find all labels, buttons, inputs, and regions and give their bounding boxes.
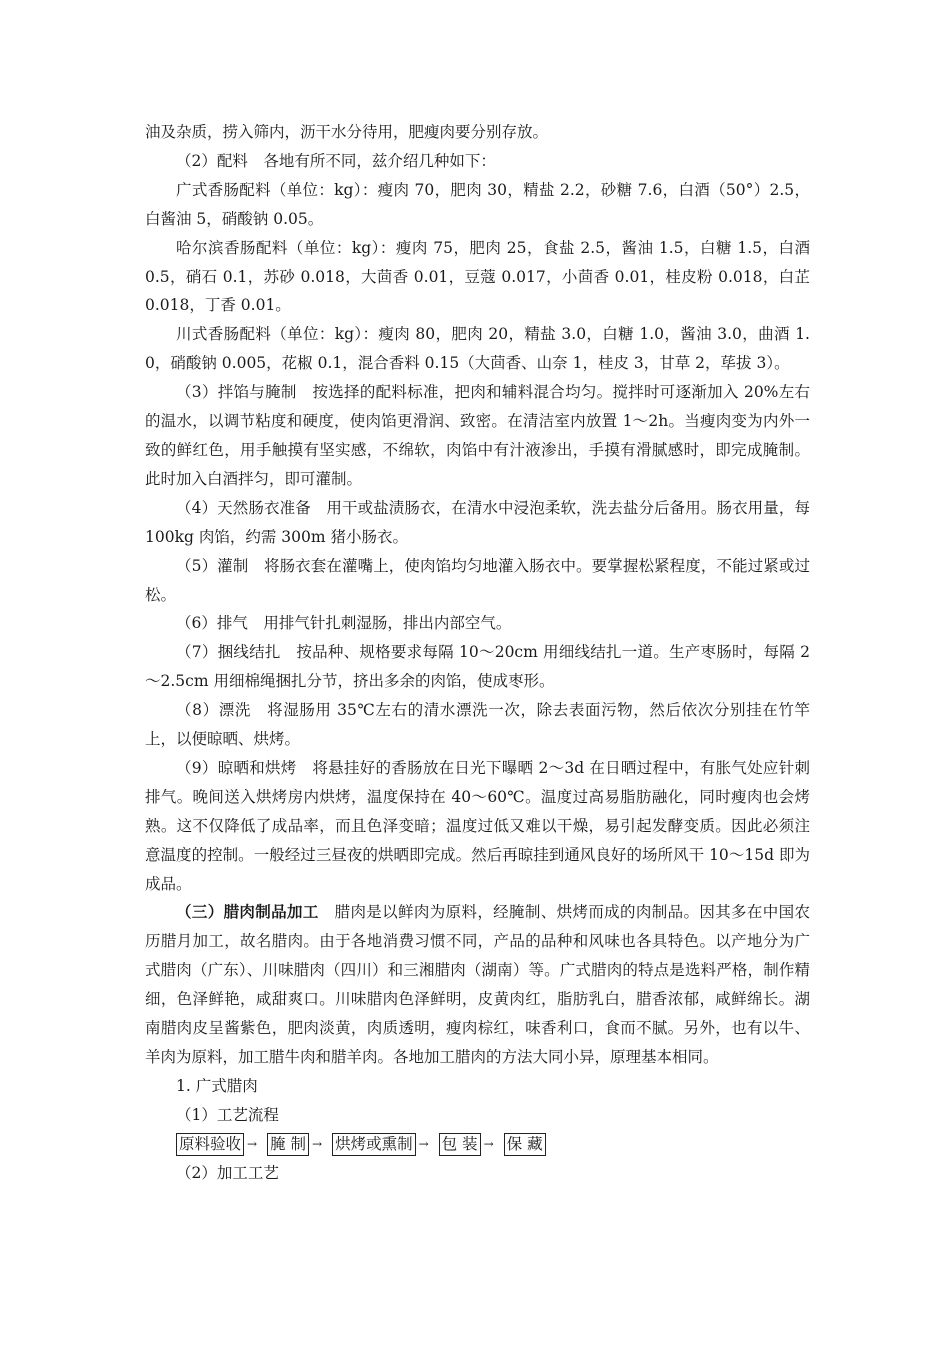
subheading-processing: （2）加工工艺 [176, 1163, 279, 1182]
subheading-process-flow: （1）工艺流程 [176, 1105, 279, 1124]
paragraph-rinsing: （8）漂洗 将湿肠用 35℃左右的清水漂洗一次，除去表面污物，然后依次分别挂在竹竿上，以便晾晒、烘烤。 [145, 701, 810, 749]
paragraph-harbin-sausage: 哈尔滨香肠配料（单位：kg）：瘦肉 75，肥肉 25，食盐 2.5，酱油 1.5，白糖 1.5，白酒 0.5，硝石 0.1，苏砂 0.018，大茴香 0.01，豆蔻 0.017，小茴香 0.01，桂皮粉 0.018，白芷 0.018，丁香 0.01。 [145, 238, 810, 315]
flow-step-curing: 腌 制 [267, 1133, 309, 1156]
subheading-cantonese-bacon: 1. 广式腊肉 [176, 1076, 258, 1095]
paragraph-stuffing: （5）灌制 将肠衣套在灌嘴上，使肉馅均匀地灌入肠衣中。要掌握松紧程度，不能过紧或过松。 [145, 556, 810, 604]
paragraph-casing-prep: （4）天然肠衣准备 用干或盐渍肠衣，在清水中浸泡柔软，洗去盐分后备用。肠衣用量，每 100kg 肉馅，约需 300m 猪小肠衣。 [145, 498, 810, 546]
paragraph-continuation: 油及杂质，捞入筛内，沥干水分待用，肥瘦肉要分别存放。 [145, 123, 549, 141]
process-flow-diagram [145, 1130, 810, 1159]
document-page [145, 118, 810, 1188]
flow-arrow-icon: → [312, 1136, 323, 1151]
section-cured-meat [145, 898, 810, 1071]
paragraph-ingredients-intro: （2）配料 各地有所不同，兹介绍几种如下： [176, 151, 496, 170]
flow-step-baking-smoking: 烘烤或熏制 [332, 1133, 416, 1156]
flow-arrow-icon: → [247, 1136, 258, 1151]
paragraph-venting: （6）排气 用排气针扎刺湿肠，排出内部空气。 [176, 614, 512, 633]
flow-step-storage: 保 藏 [504, 1133, 546, 1156]
paragraph-tying: （7）捆线结扎 按品种、规格要求每隔 10～20cm 用细线结扎一道。生产枣肠时，每隔 2～2.5cm 用细棉绳捆扎分节，挤出多余的肉馅，使成枣形。 [145, 643, 810, 691]
flow-step-packaging: 包 装 [439, 1133, 481, 1156]
flow-arrow-icon: → [483, 1136, 494, 1151]
paragraph-drying-baking: （9）晾晒和烘烤 将悬挂好的香肠放在日光下曝晒 2～3d 在日晒过程中，有胀气处应针刺排气。晚间送入烘烤房内烘烤，温度保持在 40～60℃。温度过高易脂肪融化，同时瘦肉也会烤熟。这不仅降低了成品率，而且色泽变暗；温度过低又难以干燥，易引起发酵变质。因此必须注意温度的控制。一般经过三昼夜的烘晒即完成。然后再晾挂到通风良好的场所风干 10～15d 即为成品。 [145, 758, 810, 893]
flow-step-raw-material: 原料验收 [176, 1133, 244, 1156]
section-heading: （三）腊肉制品加工 [176, 902, 319, 922]
paragraph-cantonese-sausage: 广式香肠配料（单位：kg）：瘦肉 70，肥肉 30，精盐 2.2，砂糖 7.6，白酒（50°）2.5，白酱油 5，硝酸钠 0.05。 [145, 180, 810, 228]
flow-arrow-icon: → [418, 1136, 429, 1151]
section-text: 腊肉是以鲜肉为原料，经腌制、烘烤而成的肉制品。因其多在中国农历腊月加工，故名腊肉。由于各地消费习惯不同，产品的品种和风味也各具特色。以产地分为广式腊肉（广东）、川味腊肉（四川）和三湘腊肉（湖南）等。广式腊肉的特点是选料严格，制作精细，色泽鲜艳，咸甜爽口。川味腊肉色泽鲜明，皮黄肉红，脂肪乳白，腊香浓郁，咸鲜绵长。湖南腊肉皮呈酱紫色，肥肉淡黄，肉质透明，瘦肉棕红，味香利口，食而不腻。另外，也有以牛、羊肉为原料，加工腊牛肉和腊羊肉。各地加工腊肉的方法大同小异，原理基本相同。 [145, 903, 810, 1066]
paragraph-mixing-curing: （3）拌馅与腌制 按选择的配料标准，把肉和辅料混合均匀。搅拌时可逐渐加入 20%左右的温水，以调节粘度和硬度，使肉馅更滑润、致密。在清洁室内放置 1～2h。当瘦肉变为内外一致的鲜红色，用手触摸有坚实感，不绵软，肉馅中有汁液渗出，手摸有滑腻感时，即完成腌制。此时加入白酒拌匀，即可灌制。 [145, 383, 810, 488]
paragraph-sichuan-sausage: 川式香肠配料（单位：kg）：瘦肉 80，肥肉 20，精盐 3.0，白糖 1.0，酱油 3.0，曲酒 1.0，硝酸钠 0.005，花椒 0.1，混合香料 0.15（大茴香、山奈 1，桂皮 3，甘草 2，荜拔 3）。 [145, 325, 810, 373]
